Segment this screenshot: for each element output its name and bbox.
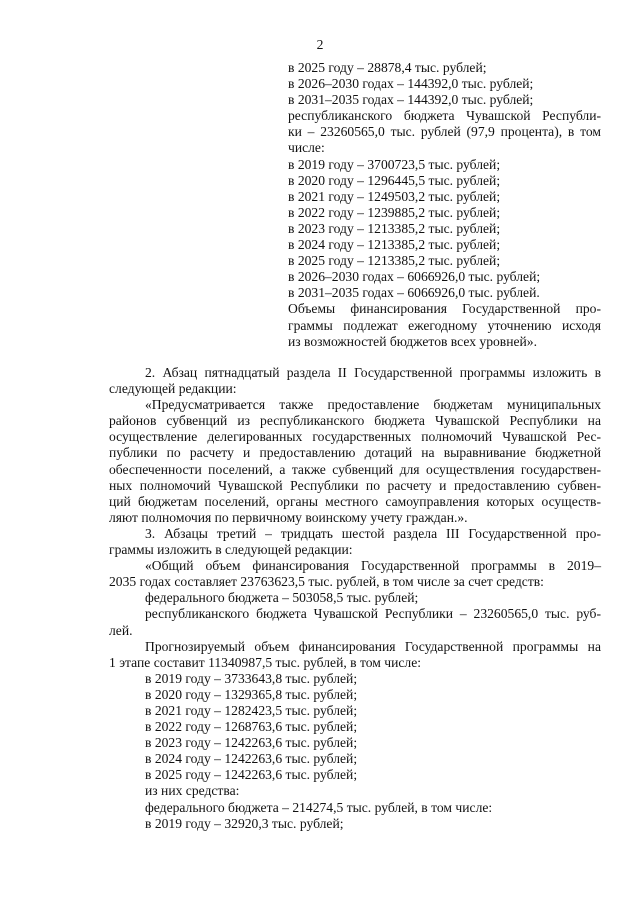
republican-intro-line: числе: [288, 140, 325, 156]
republican-budget-line: республиканского бюджета Чувашской Республики – 23260565,0 тыс. руб- [145, 606, 601, 622]
republican-year-line: в 2024 году – 1213385,2 тыс. рублей; [288, 237, 501, 253]
funding-line: в 2025 году – 28878,4 тыс. рублей; [288, 60, 487, 75]
closing-line: Объемы финансирования Государственной про- [288, 301, 601, 317]
republican-year-line: в 2025 году – 1213385,2 тыс. рублей; [288, 253, 501, 269]
forecast-intro: Прогнозируемый объем финансирования Государственной программы на [145, 638, 601, 654]
forecast-intro: 1 этапе составит 11340987,5 тыс. рублей, в том числе: [109, 654, 421, 670]
amendment-2-quote: обеспеченности поселений, а также субвенций для осуществления государствен- [109, 461, 601, 477]
amendment-2-quote: ций бюджетам поселений, органы местного самоуправления которых осуществ- [109, 493, 601, 509]
stage1-year-line: в 2022 году – 1268763,6 тыс. рублей; [145, 719, 358, 735]
closing-line: граммы подлежат ежегодному уточнению исходя [288, 317, 601, 333]
stage1-year-line: в 2020 году – 1329365,8 тыс. рублей; [145, 686, 358, 702]
republican-intro-line: ки – 23260565,0 тыс. рублей (97,9 процента), в том [288, 124, 601, 140]
closing-line: из возможностей бюджетов всех уровней». [288, 333, 537, 349]
amendment-3-heading: граммы изложить в следующей редакции: [109, 542, 353, 558]
stage1-year-line: в 2019 году – 3733643,8 тыс. рублей; [145, 670, 358, 686]
republican-year-line: в 2026–2030 годах – 6066926,0 тыс. рублей; [288, 269, 541, 285]
stage1-year-line: в 2021 году – 1282423,5 тыс. рублей; [145, 702, 358, 718]
stage1-year-line: в 2024 году – 1242263,6 тыс. рублей; [145, 751, 358, 767]
amendment-2-quote: осуществление делегированных государственных полномочий Чувашской Рес- [109, 429, 601, 445]
amendments-block [109, 365, 601, 832]
amendment-3-quote-intro: «Общий объем финансирования Государственной программы в 2019– [145, 558, 601, 574]
republican-year-line: в 2019 году – 3700723,5 тыс. рублей; [288, 156, 501, 172]
federal-budget-line: федерального бюджета – 503058,5 тыс. рублей; [145, 590, 419, 606]
page-number: 2 [316, 37, 324, 52]
republican-year-line: в 2022 году – 1239885,2 тыс. рублей; [288, 204, 501, 220]
of-them-line: из них средства: [145, 783, 240, 799]
amendment-2-heading: 2. Абзац пятнадцатый раздела II Государственной программы изложить в [145, 365, 601, 380]
amendment-3-quote-intro: 2035 годах составляет 23763623,5 тыс. рублей, в том числе за счет средств: [109, 574, 544, 590]
amendment-2-quote: ляют полномочия по первичному воинскому учету граждан.». [109, 509, 468, 525]
republican-year-line: в 2023 году – 1213385,2 тыс. рублей; [288, 220, 501, 236]
amendment-2-heading: следующей редакции: [109, 381, 237, 397]
amendment-2-quote: публики по расчету и предоставлению дотаций на выравнивание бюджетной [109, 445, 601, 461]
funding-continuation-block [288, 60, 601, 350]
federal-2019-line: в 2019 году – 32920,3 тыс. рублей; [145, 815, 344, 831]
republican-year-line: в 2031–2035 годах – 6066926,0 тыс. рублей. [288, 285, 540, 301]
amendment-3-heading: 3. Абзацы третий – тридцать шестой раздела III Государственной про- [145, 525, 601, 541]
stage1-year-line: в 2025 году – 1242263,6 тыс. рублей; [145, 767, 358, 783]
funding-line: в 2031–2035 годах – 144392,0 тыс. рублей; [288, 92, 534, 108]
republican-budget-line: лей. [109, 622, 133, 638]
amendment-2-quote: «Предусматривается также предоставление бюджетам муниципальных [145, 397, 601, 413]
republican-year-line: в 2021 году – 1249503,2 тыс. рублей; [288, 188, 501, 204]
funding-line: в 2026–2030 годах – 144392,0 тыс. рублей; [288, 76, 534, 92]
republican-year-line: в 2020 году – 1296445,5 тыс. рублей; [288, 172, 501, 188]
amendment-2-quote: ных полномочий Чувашской Республики по расчету и предоставлению субвен- [109, 477, 601, 493]
stage1-year-line: в 2023 году – 1242263,6 тыс. рублей; [145, 735, 358, 751]
republican-intro-line: республиканского бюджета Чувашской Республи- [288, 108, 601, 124]
amendment-2-quote: районов субвенций из республиканского бюджета Чувашской Республики на [109, 413, 601, 429]
federal-stage1-line: федерального бюджета – 214274,5 тыс. рублей, в том числе: [145, 799, 493, 815]
